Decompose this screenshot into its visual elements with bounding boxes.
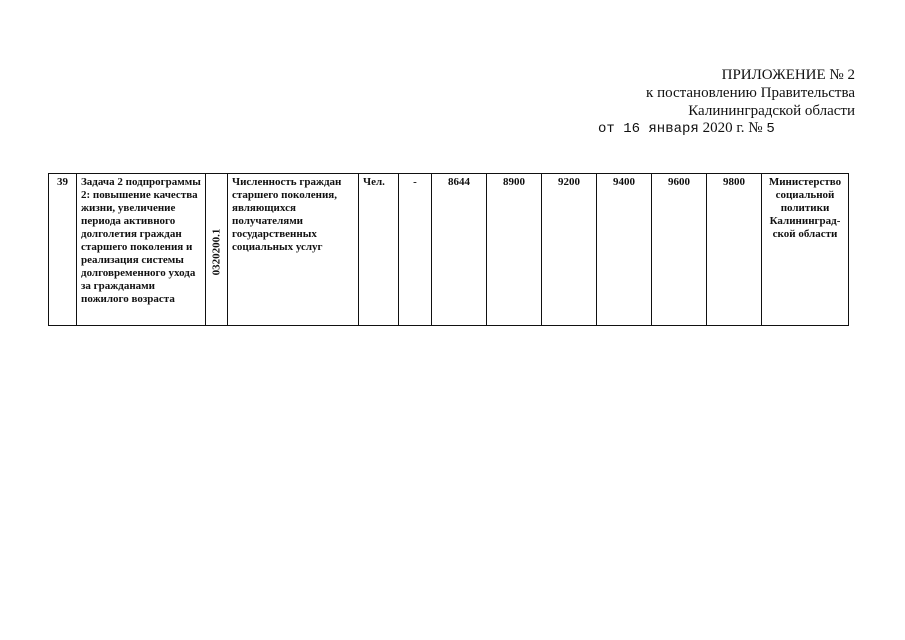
value-cell-4: 9400 xyxy=(597,174,652,326)
base-value: - xyxy=(399,174,432,326)
date-prefix: от 16 января xyxy=(598,121,699,137)
document-number: 5 xyxy=(766,121,775,137)
code-cell xyxy=(206,174,228,326)
value-cell-3: 9200 xyxy=(542,174,597,326)
value-cell-5: 9600 xyxy=(652,174,707,326)
value-cell-1: 8644 xyxy=(432,174,487,326)
responsible-body: Министерство социальной политики Калининград-ской области xyxy=(762,174,849,326)
row-number: 39 xyxy=(49,174,77,326)
appendix-title: ПРИЛОЖЕНИЕ № 2 xyxy=(721,67,855,83)
value-cell-6: 9800 xyxy=(707,174,762,326)
task-description: Задача 2 подпрограммы 2: повышение качества жизни, увеличение периода активного долголетия граждан старшего поколения и реализация системы долговременного ухода за гражданами пожилого возраста xyxy=(77,174,206,326)
value-cell-2: 8900 xyxy=(487,174,542,326)
program-code: 0320200.1 xyxy=(210,228,222,276)
appendix-subtitle-line-2: Калининградской области xyxy=(688,103,855,119)
date-year: 2020 г. № xyxy=(702,120,763,136)
indicators-table xyxy=(48,173,849,326)
indicator-name: Численность граждан старшего поколения, являющихся получателями государственных социальных услуг xyxy=(228,174,359,326)
appendix-subtitle-line-1: к постановлению Правительства xyxy=(646,85,855,101)
appendix-header xyxy=(646,66,855,120)
unit-of-measure: Чел. xyxy=(359,174,399,326)
table-row xyxy=(49,174,849,326)
document-date-line xyxy=(598,120,775,137)
